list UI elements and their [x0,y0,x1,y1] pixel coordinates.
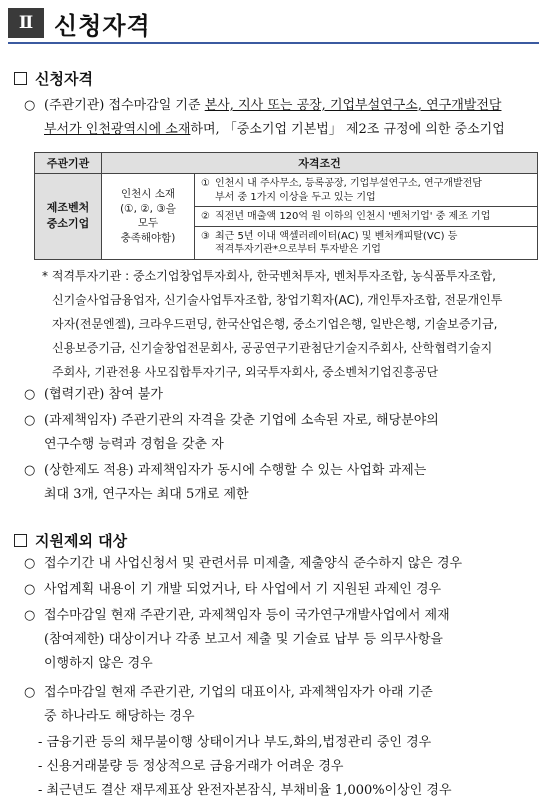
section-eligibility-title: 신청자격 [35,70,93,88]
eligibility-table [34,152,538,260]
exclusion-item-4-line2: 중 하나라도 해당하는 경우 [44,709,195,724]
item-text: 직전년 매출액 120억 원 이하의 인천시 '벤처기업' 중 제조 기업 [215,211,491,222]
paragraph-cap-line2: 최대 3개, 연구자는 최대 5개로 제한 [44,487,249,502]
exclusion-item-2: 사업계획 내용이 기 개발 되었거나, 타 사업에서 기 지원된 과제인 경우 [44,582,442,597]
circle-bullet-icon: ○ [24,463,36,478]
item-text: 최근 5년 이내 액셀러레이터(AC) 및 벤처캐피탈(VC) 등 [215,230,458,242]
underlined-text: 본사, 지사 또는 공장, 기업부설연구소, 연구개발전담 [204,98,502,113]
paragraph-pi-line2: 연구수행 능력과 경험을 갖춘 자 [44,437,224,452]
footnote-line: 신용보증기금, 신기술창업전문회사, 공공연구기관첨단기술지주회사, 산학협력기술지 [52,341,493,355]
cell-line: 인천시 소재 [120,187,176,200]
footnote-line: * 적격투자기관 : 중소기업창업투자회사, 한국벤처투자, 벤처투자조합, 농식품투자조합, [42,269,496,283]
paragraph-lead-line1 [44,99,501,112]
underlined-text: 부서가 인천광역시에 소재 [44,122,191,137]
exclusion-subitem-2: - 신용거래불량 등 정상적으로 금융거래가 어려운 경우 [38,759,344,774]
circle-bullet-icon: ○ [24,556,36,571]
item-number: ② [201,211,210,222]
exclusion-item-3-line1: 접수마감일 현재 주관기관, 과제책임자 등이 국가연구개발사업에서 제재 [44,608,450,623]
item-number: ① [201,178,210,189]
cell-line: 충족해야함) [120,231,176,244]
circle-bullet-icon: ○ [24,387,36,402]
section-exclusion-heading [14,530,127,551]
item-text: 적격투자기관*으로부터 투자받은 기업 [215,244,381,255]
exclusion-item-3-line3: 이행하지 않은 경우 [44,656,153,671]
section-exclusion-title: 지원제외 대상 [35,532,128,550]
item-text: 부서 중 1가지 이상을 두고 있는 기업 [215,191,376,203]
section-number: Ⅱ [8,8,44,38]
circle-bullet-icon: ○ [24,608,36,623]
exclusion-item-1: 접수기간 내 사업신청서 및 관련서류 미제출, 제출양식 준수하지 않은 경우 [44,556,463,571]
checkbox-square-icon [14,534,27,547]
exclusion-item-4-line1: 접수마감일 현재 주관기관, 기업의 대표이사, 과제책임자가 아래 기준 [44,685,433,700]
condition-item-1 [195,174,538,207]
cell-line: 모두 [137,217,159,230]
section-header [8,6,539,40]
paragraph-pi-line1: (과제책임자) 주관기관의 자격을 갖춘 기업에 소속된 자로, 해당분야의 [44,413,439,428]
cell-line: (①, ②, ③을 [120,202,176,215]
table-rowhead [35,174,102,260]
footnote-line: 신기술사업금융업자, 신기술사업투자조합, 창업기획자(AC), 개인투자조합, 전문개인투 [52,293,503,307]
item-text: 인천시 내 주사무소, 등록공장, 기업부설연구소, 연구개발전담 [215,178,482,189]
condition-item-2 [195,207,538,227]
circle-bullet-icon: ○ [24,685,36,700]
exclusion-item-3-line2: (참여제한) 대상이거나 각종 보고서 제출 및 기술료 납부 등 의무사항을 [44,632,443,647]
exclusion-subitem-1: - 금융기관 등의 채무불이행 상태이거나 부도,화의,법정관리 중인 경우 [38,735,432,750]
rowhead-line: 중소기업 [46,217,90,231]
paragraph-partner: (협력기관) 참여 불가 [44,387,163,402]
page-title: 신청자격 [54,11,151,40]
condition-item-3 [195,226,538,259]
item-number: ③ [201,230,210,242]
circle-bullet-icon: ○ [24,582,36,597]
footnote-line: 자자(전문엔젤), 크라우드펀딩, 한국산업은행, 중소기업은행, 일반은행, 기술보증기금, [52,317,498,331]
text-span: 하며, 「중소기업 기본법」 제2조 규정에 의한 중소기업 [190,122,505,137]
header-divider [8,42,539,44]
circle-bullet-icon: ○ [24,413,36,428]
footnote-line: 주회사, 기관전용 사모집합투자기구, 외국투자회사, 중소벤처기업진흥공단 [52,365,439,379]
circle-bullet-icon: ○ [24,98,36,113]
table-header-org: 주관기관 [35,153,102,174]
table-header-conditions: 자격조건 [102,153,538,174]
paragraph-lead-line2 [44,123,505,136]
table-location-cell [102,174,195,260]
rowhead-line: 제조벤처 [46,200,90,214]
text-span: (주관기관) 접수마감일 기준 [44,98,205,113]
checkbox-square-icon [14,72,27,85]
section-eligibility-heading [14,68,93,89]
exclusion-subitem-3: - 최근년도 결산 재무제표상 완전자본잠식, 부채비율 1,000%이상인 경우 [38,783,452,798]
paragraph-cap-line1: (상한제도 적용) 과제책임자가 동시에 수행할 수 있는 사업화 과제는 [44,463,427,478]
